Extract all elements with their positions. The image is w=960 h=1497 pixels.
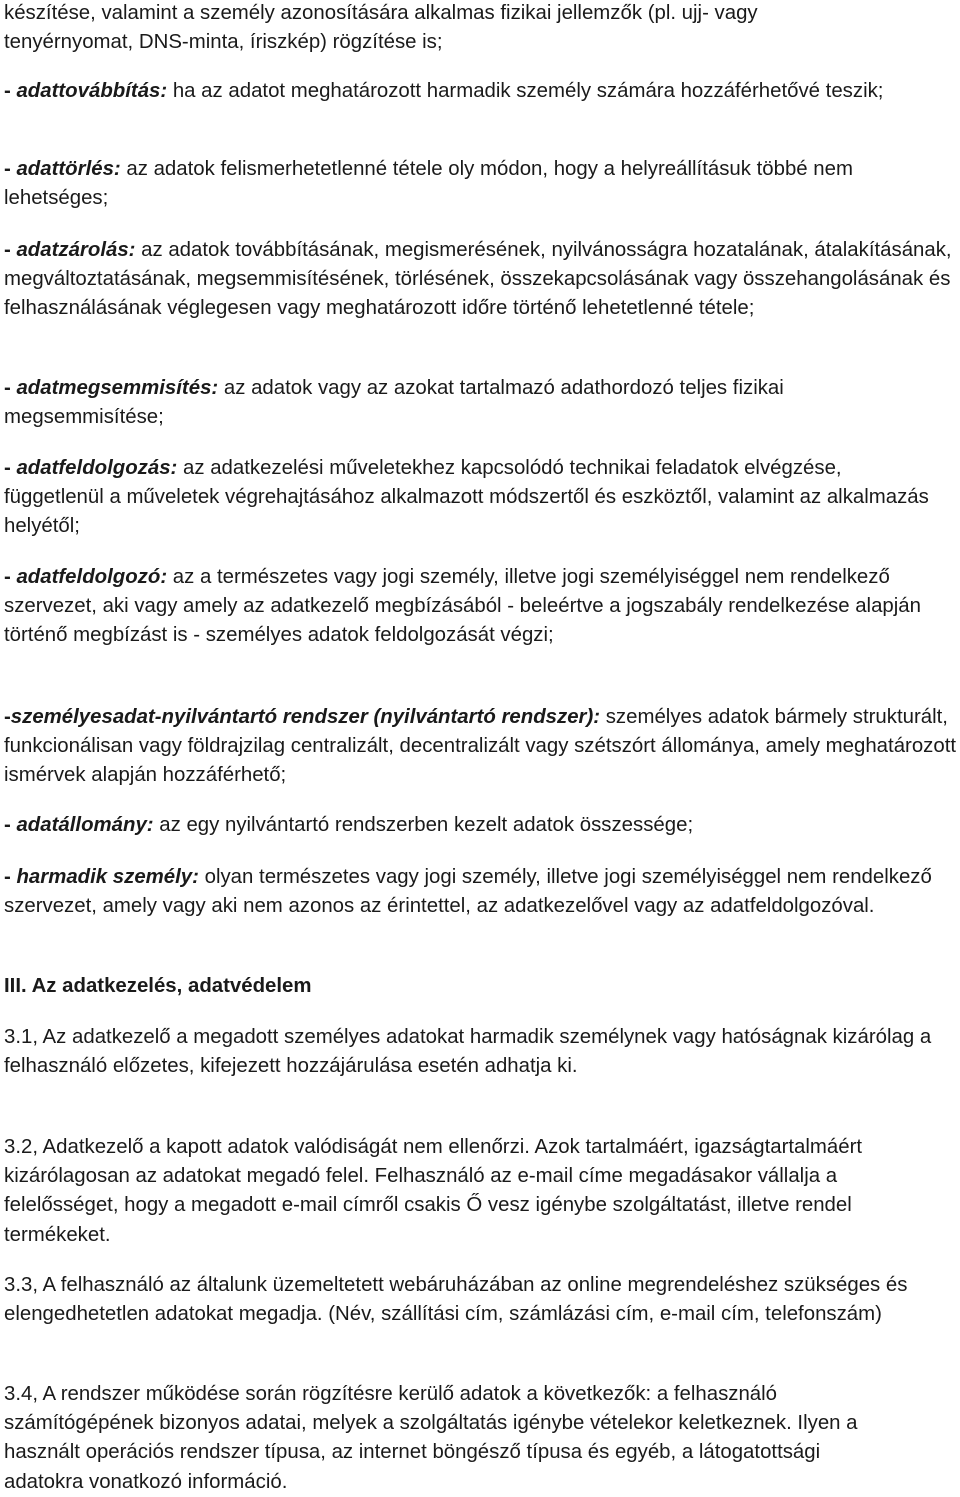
definition-text: az egy nyilvántartó rendszerben kezelt adatok összessége; xyxy=(153,814,694,836)
definition-dash: - xyxy=(4,239,17,261)
definition-dash: - xyxy=(4,80,17,102)
definition-term: adatmegsemmisítés: xyxy=(16,377,219,399)
definition-text: az adatok vagy az azokat tartalmazó adathordozó teljes fizikai megsemmisítése; xyxy=(4,377,784,429)
definition-term: adattovábbítás: xyxy=(16,80,168,102)
definition-nyilvantarto-rendszer xyxy=(4,703,960,791)
definition-text: az adatok felismerhetetlenné tétele oly módon, hogy a helyreállításuk többé nem lehetséges; xyxy=(4,158,853,210)
clause-3-1: 3.1, Az adatkezelő a megadott személyes adatokat harmadik személynek vagy hatóságnak kizárólag a felhasználó előzetes, kifejezett hozzájárulása esetén adhatja ki. xyxy=(4,1026,932,1078)
definition-adatfeldolgozo xyxy=(4,563,960,651)
definition-adattorles xyxy=(4,155,956,213)
definition-text: az a természetes vagy jogi személy, illetve jogi személyiséggel nem rendelkező szervezet, aki vagy amely az adatkezelő megbízásából - beleértve a jogszabály rendelkezése alapján történő megbízást is - személyes adatok feldolgozását végzi; xyxy=(4,566,921,647)
definition-dash: - xyxy=(4,377,17,399)
definition-dash: - xyxy=(4,158,17,180)
definition-adatfeldolgozas xyxy=(4,454,934,542)
definition-text: személyes adatok bármely strukturált, funkcionálisan vagy földrajzilag centralizált, decentralizált vagy szétszórt állománya, amely meghatározott ismérvek alapján hozzáférhető; xyxy=(4,706,957,787)
definition-dash: - xyxy=(4,706,11,728)
clause-3-3: 3.3, A felhasználó az általunk üzemeltetett webáruházában az online megrendeléshez szükséges és elengedhetetlen adatokat megadja. (Név, szállítási cím, számlázási cím, e-mail cím, telefonszám) xyxy=(4,1274,908,1326)
definition-term: adattörlés: xyxy=(16,158,121,180)
definition-adatmegsemmisites xyxy=(4,374,924,432)
clause-3-2: 3.2, Adatkezelő a kapott adatok valódiságát nem ellenőrzi. Azok tartalmáért, igazságtartalmáért kizárólagosan az adatokat megadó felel. Felhasználó az e-mail címe megadásakor vállalja a felelősséget, hogy a megadott e-mail címről csakis Ő vesz igénybe szolgáltatást, illetve rendel termékeket. xyxy=(4,1136,863,1246)
definition-term: személyesadat-nyilvántartó rendszer (nyilvántartó rendszer): xyxy=(10,706,601,728)
definition-term: adatzárolás: xyxy=(16,239,136,261)
intro-paragraph xyxy=(4,0,960,57)
intro-line-2: tenyérnyomat, DNS-minta, íriszkép) rögzítése is; xyxy=(4,31,443,54)
definition-term: adatfeldolgozás: xyxy=(16,457,178,479)
definition-text: ha az adatot meghatározott harmadik személy számára hozzáférhetővé teszik; xyxy=(167,80,884,102)
definition-text: az adatok továbbításának, megismerésének, nyilvánosságra hozatalának, átalakításának, megváltoztatásának, megsemmisítésének, törlésének, összekapcsolásának vagy összehangolásának és felhasználásának véglegesen vagy meghatározott időre történő lehetetlenné tétele; xyxy=(4,239,952,320)
definition-harmadik-szemely xyxy=(4,863,960,921)
definition-text: olyan természetes vagy jogi személy, illetve jogi személyiséggel nem rendelkező szervezet, amely vagy aki nem azonos az érintettel, az adatkezelővel vagy az adatfeldolgozóval. xyxy=(4,866,932,918)
definition-term: harmadik személy: xyxy=(16,866,199,888)
clause-3-4: 3.4, A rendszer működése során rögzítésre kerülő adatok a következők: a felhasználó számítógépének bizonyos adatai, melyek a szolgáltatás igénybe vételekor keletkeznek. Ilyen a használt operációs rendszer típusa, az internet böngésző típusa és egyéb, a látogatottsági adatokra vonatkozó információ. xyxy=(4,1383,858,1493)
definition-term: adatállomány: xyxy=(16,814,154,836)
definition-text: az adatkezelési műveletekhez kapcsolódó technikai feladatok elvégzése, függetlenül a műveletek végrehajtásához alkalmazott módszertől és eszköztől, valamint az alkalmazás helyétől; xyxy=(4,457,929,538)
definition-adattovabbitas xyxy=(4,77,904,106)
definition-adatzarolas xyxy=(4,236,956,324)
definition-dash: - xyxy=(4,814,17,836)
definition-term: adatfeldolgozó: xyxy=(16,566,168,588)
definition-adatallomany xyxy=(4,811,960,840)
definition-dash: - xyxy=(4,457,17,479)
definition-dash: - xyxy=(4,866,17,888)
intro-line-1: készítése, valamint a személy azonosítására alkalmas fizikai jellemzők (pl. ujj- vagy xyxy=(4,2,758,24)
section-heading: III. Az adatkezelés, adatvédelem xyxy=(4,975,312,997)
definition-dash: - xyxy=(4,566,17,588)
